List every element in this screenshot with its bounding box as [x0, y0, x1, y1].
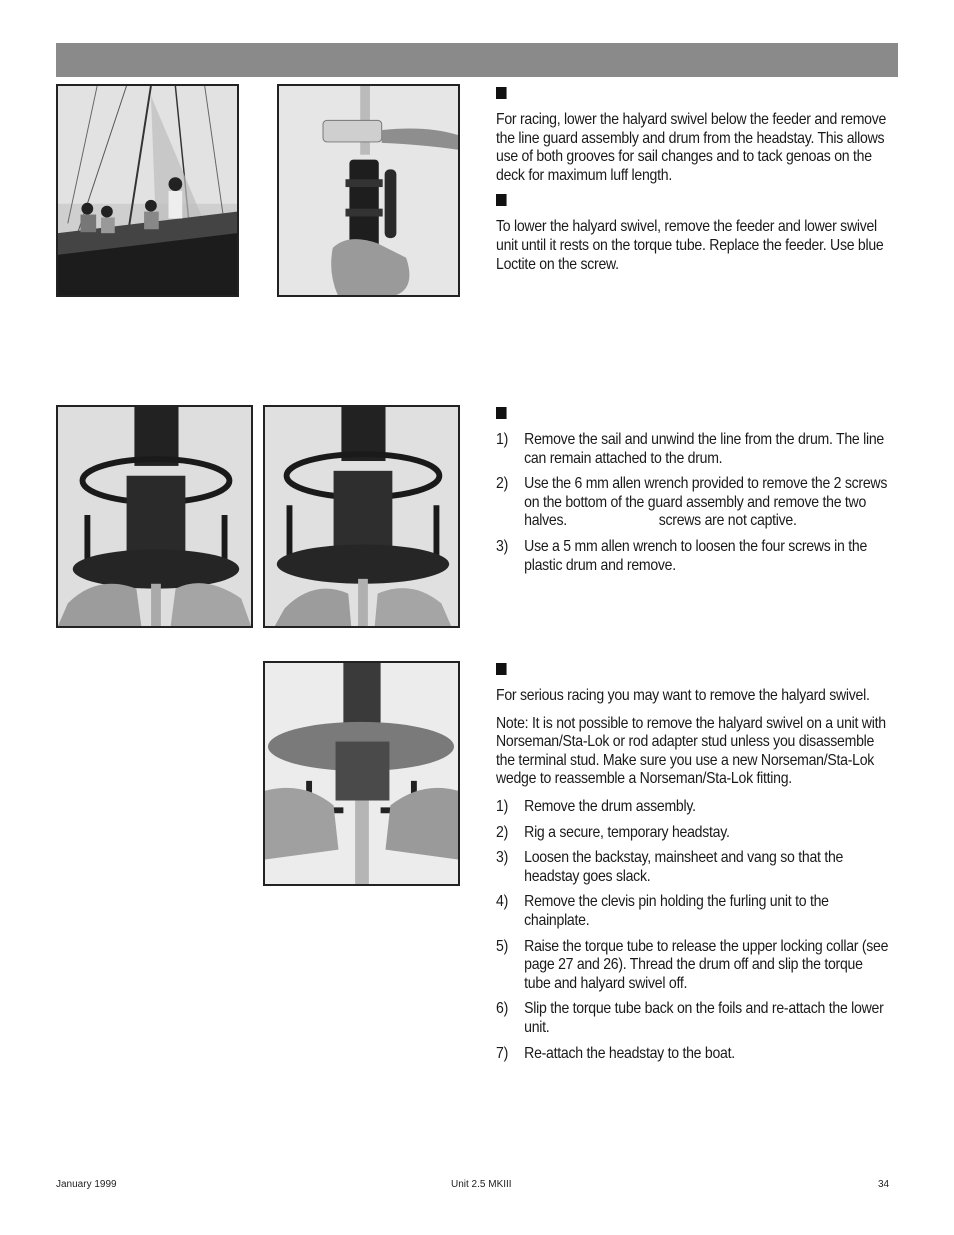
section-3-note: Note: It is not possible to remove the halyard swivel on a unit with Norseman/Sta-Lok or rod adapter stud unless you disassemble the terminal stud. Make sure you use a new Norseman/Sta-Lok wedge to reassemble a Norseman/Sta-Lok fitting.: [496, 714, 886, 788]
list-item: 1) Remove the sail and unwind the line from the drum. The line can remain attached to the drum.: [496, 431, 884, 467]
footer-unit: Unit 2.5 MKIII: [451, 1179, 512, 1190]
list-item: 1) Remove the drum assembly.: [496, 797, 696, 815]
section-3-steps: [496, 798, 892, 1063]
list-item: 4) Remove the clevis pin holding the furling unit to the chainplate.: [496, 893, 829, 929]
section-marker: [496, 663, 507, 675]
list-item: 2) Rig a secure, temporary headstay.: [496, 823, 730, 841]
list-item: 2) Use the 6 mm allen wrench provided to remove the 2 screws on the bottom of the guard assembly and remove the two halves. screws are not captive.: [496, 475, 888, 530]
list-item: 3) Use a 5 mm allen wrench to loosen the four screws in the plastic drum and remove.: [496, 537, 868, 574]
section-marker: [496, 87, 507, 99]
section-3-text: [496, 663, 889, 1070]
section-marker: [496, 194, 507, 206]
list-item: 6) Slip the torque tube back on the foils and re-attach the lower unit.: [496, 1000, 884, 1036]
sailboat-photo: [56, 84, 239, 297]
section-2-steps: [496, 431, 892, 575]
footer-date: January 1999: [56, 1179, 117, 1190]
drum-guard-photo-2: [263, 405, 460, 628]
section-3-para-1: For serious racing you may want to remove the halyard swivel.: [496, 687, 870, 704]
section-1-para-1: For racing, lower the halyard swivel below the feeder and remove the line guard assembly and drum from the headstay. This allows use of both grooves for sail changes and to tack genoas on the deck for maximum luff length.: [496, 111, 887, 184]
list-item: 3) Loosen the backstay, mainsheet and vang so that the headstay goes slack.: [496, 849, 844, 885]
halyard-swivel-photo: [277, 84, 460, 297]
drum-guard-photo-1: [56, 405, 253, 628]
footer-page-number: 34: [878, 1179, 890, 1190]
section-marker: [496, 407, 507, 419]
list-item: 5) Raise the torque tube to release the upper locking collar (see page 27 and 26). Thread the drum off and slip the torque tube and halyard swivel off.: [496, 937, 889, 992]
swivel-removal-photo: [263, 661, 460, 886]
section-1-para-2: To lower the halyard swivel, remove the feeder and lower swivel unit until it rests on the torque tube. Replace the feeder. Use blue Loctite on the screw.: [496, 218, 884, 273]
header-bar: [56, 43, 898, 77]
list-item: 7) Re-attach the headstay to the boat.: [496, 1044, 735, 1062]
section-1-text: [496, 87, 887, 283]
section-2-text: [496, 407, 888, 582]
